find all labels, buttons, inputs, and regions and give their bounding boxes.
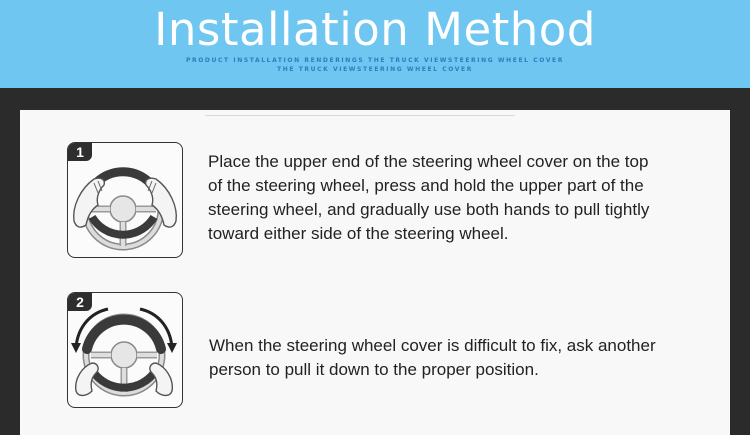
- step-2-text: When the steering wheel cover is difficult to fix, ask another person to pull it down to the proper position.: [209, 336, 656, 379]
- panel-divider: [205, 115, 515, 116]
- step-1-number: 1: [68, 143, 92, 161]
- header-banner: [0, 0, 750, 88]
- step-2-illustration: [67, 292, 183, 408]
- step-1-illustration: [67, 142, 183, 258]
- step-1-text: Place the upper end of the steering wheel cover on the top of the steering wheel, press and hold the upper part of the steering wheel, and gradually use both hands to pull tightly toward either side of the steering wheel.: [208, 152, 650, 243]
- page-subtitle-line-1: PRODUCT INSTALLATION RENDERINGS THE TRUCK VIEWSTEERING WHEEL COVER: [186, 57, 564, 64]
- step-2-number: 2: [68, 293, 92, 311]
- page-subtitle-line-2: THE TRUCK VIEWSTEERING WHEEL COVER: [277, 66, 473, 73]
- page-title: Installation Method: [154, 3, 596, 56]
- divider-band: [0, 88, 750, 110]
